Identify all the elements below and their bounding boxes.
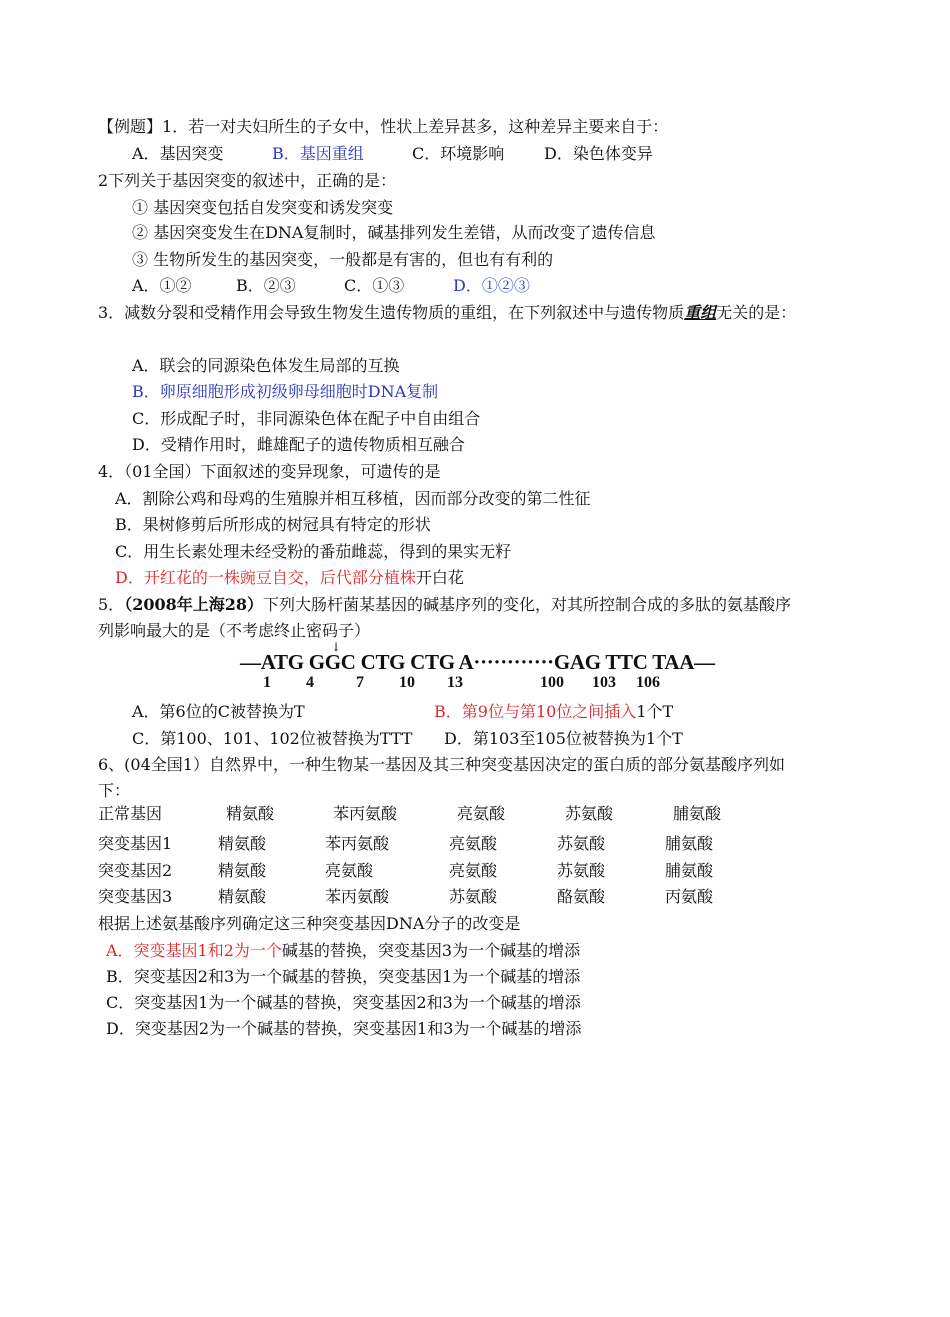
q6-option-a xyxy=(106,940,580,962)
q5-position-106: 106 xyxy=(636,674,660,691)
q3-stem xyxy=(98,302,796,324)
table-cell: 酪氨酸 xyxy=(557,887,606,906)
q2-option-b: B．②③ xyxy=(236,276,296,295)
q5-position-103: 103 xyxy=(592,674,616,691)
q4-option-d-highlight: D．开红花的一株豌豆自交，后代部分植株 xyxy=(115,568,416,587)
table-cell: 苯丙氨酸 xyxy=(325,887,390,906)
q1-option-c: C．环境影响 xyxy=(412,144,505,163)
q6-option-a-highlight: A．突变基因1和2为一个 xyxy=(106,941,282,960)
q2-option-c: C．①③ xyxy=(344,276,405,295)
table-cell: 苯丙氨酸 xyxy=(333,804,398,823)
q6-option-c: C．突变基因1为一个碱基的替换，突变基因2和3为一个碱基的增添 xyxy=(106,993,581,1012)
q5-source: （2008年上海28） xyxy=(124,595,263,614)
q6-stem-line2: 下： xyxy=(98,781,131,800)
q3-option-d: D．受精作用时，雌雄配子的遗传物质相互融合 xyxy=(132,435,465,454)
q2-option-a: A．①② xyxy=(132,276,192,295)
table-cell: 脯氨酸 xyxy=(665,861,714,880)
table-cell: 突变基因1 xyxy=(98,834,173,853)
q2-option-d: D．①②③ xyxy=(453,276,530,295)
q6-option-b: B．突变基因2和3为一个碱基的替换，突变基因1为一个碱基的增添 xyxy=(106,967,581,986)
q3-option-a: A．联会的同源染色体发生局部的互换 xyxy=(132,356,400,375)
table-cell: 丙氨酸 xyxy=(665,887,714,906)
q5-insert-mark: ↓ xyxy=(331,640,342,654)
q2-statement-2: ② 基因突变发生在DNA复制时，碱基排列发生差错，从而改变了遗传信息 xyxy=(132,223,656,242)
table-cell: 突变基因2 xyxy=(98,861,173,880)
table-cell: 突变基因3 xyxy=(98,887,173,906)
table-cell: 苏氨酸 xyxy=(565,804,614,823)
table-cell: 精氨酸 xyxy=(218,887,267,906)
q1-option-b: B．基因重组 xyxy=(272,144,364,163)
table-cell: 精氨酸 xyxy=(218,834,267,853)
table-cell: 脯氨酸 xyxy=(673,804,722,823)
q4-option-d xyxy=(115,567,464,589)
q1-option-d: D．染色体变异 xyxy=(544,144,653,163)
q2-stem: 2下列关于基因突变的叙述中，正确的是： xyxy=(98,171,397,190)
q6-option-a-rest: 碱基的替换，突变基因3为一个碱基的增添 xyxy=(281,941,581,960)
q5-option-a: A．第6位的C被替换为T xyxy=(132,702,305,721)
q5-stem-line2: 列影响最大的是（不考虑终止密码子） xyxy=(98,621,371,640)
q5-option-d: D．第103至105位被替换为1个T xyxy=(444,729,683,748)
q5-position-4: 4 xyxy=(306,674,314,691)
q4-stem: 4．（01全国）下面叙述的变异现象，可遗传的是 xyxy=(98,462,441,481)
q3-stem-after: 无关的是： xyxy=(716,303,797,322)
q5-position-1: 1 xyxy=(263,674,271,691)
table-cell: 苏氨酸 xyxy=(449,887,498,906)
q5-option-b-rest: 1个T xyxy=(636,702,674,721)
q5-position-7: 7 xyxy=(356,674,364,691)
table-cell: 脯氨酸 xyxy=(665,834,714,853)
q5-dna-sequence: —ATG GGC CTG CTG A············GAG TTC TAA— xyxy=(240,650,715,674)
q5-option-c: C．第100、101、102位被替换为TTT xyxy=(132,729,413,748)
q6-question: 根据上述氨基酸序列确定这三种突变基因DNA分子的改变是 xyxy=(98,914,521,933)
q4-option-c: C．用生长素处理未经受粉的番茄雌蕊，得到的果实无籽 xyxy=(115,542,512,561)
q5-option-b-highlight: B．第9位与第10位之间插入 xyxy=(434,702,637,721)
q3-option-b: B．卵原细胞形成初级卵母细胞时DNA复制 xyxy=(132,382,439,401)
q5-position-100: 100 xyxy=(540,674,564,691)
q1-prefix: 【例题】 xyxy=(98,117,163,136)
q3-option-c: C．形成配子时，非同源染色体在配子中自由组合 xyxy=(132,409,481,428)
table-cell: 苏氨酸 xyxy=(557,834,606,853)
table-cell: 精氨酸 xyxy=(226,804,275,823)
table-cell: 精氨酸 xyxy=(218,861,267,880)
q1-stem-line xyxy=(98,116,668,138)
q4-option-d-rest: 开白花 xyxy=(415,568,464,587)
q1-option-a: A．基因突变 xyxy=(132,144,224,163)
q5-position-13: 13 xyxy=(447,674,463,691)
q3-stem-emphasis: 重组 xyxy=(684,303,717,322)
table-cell: 正常基因 xyxy=(98,804,163,823)
q2-statement-1: ① 基因突变包括自发突变和诱发突变 xyxy=(132,198,394,217)
table-cell: 亮氨酸 xyxy=(449,861,498,880)
q5-number: 5． xyxy=(98,595,125,614)
table-cell: 亮氨酸 xyxy=(325,861,374,880)
q4-option-a: A．割除公鸡和母鸡的生殖腺并相互移植，因而部分改变的第二性征 xyxy=(115,489,591,508)
q2-statement-3: ③ 生物所发生的基因突变，一般都是有害的，但也有有利的 xyxy=(132,250,554,269)
q5-position-10: 10 xyxy=(399,674,415,691)
table-cell: 苏氨酸 xyxy=(557,861,606,880)
table-cell: 亮氨酸 xyxy=(457,804,506,823)
q6-option-d: D．突变基因2为一个碱基的替换，突变基因1和3为一个碱基的增添 xyxy=(106,1019,582,1038)
q1-stem: 1．若一对夫妇所生的子女中，性状上差异甚多，这种差异主要来自于： xyxy=(162,117,669,136)
table-cell: 苯丙氨酸 xyxy=(325,834,390,853)
q3-stem-before: 3．减数分裂和受精作用会导致生物发生遗传物质的重组，在下列叙述中与遗传物质 xyxy=(98,303,685,322)
q5-stem-line1 xyxy=(98,594,791,616)
q5-stem: 下列大肠杆菌某基因的碱基序列的变化，对其所控制合成的多肽的氨基酸序 xyxy=(263,595,792,614)
q4-option-b: B．果树修剪后所形成的树冠具有特定的形状 xyxy=(115,515,431,534)
table-cell: 亮氨酸 xyxy=(449,834,498,853)
q5-option-b xyxy=(434,701,673,723)
q6-stem-line1: 6、(04全国1）自然界中，一种生物某一基因及其三种突变基因决定的蛋白质的部分氨基酸序列如 xyxy=(98,755,785,774)
